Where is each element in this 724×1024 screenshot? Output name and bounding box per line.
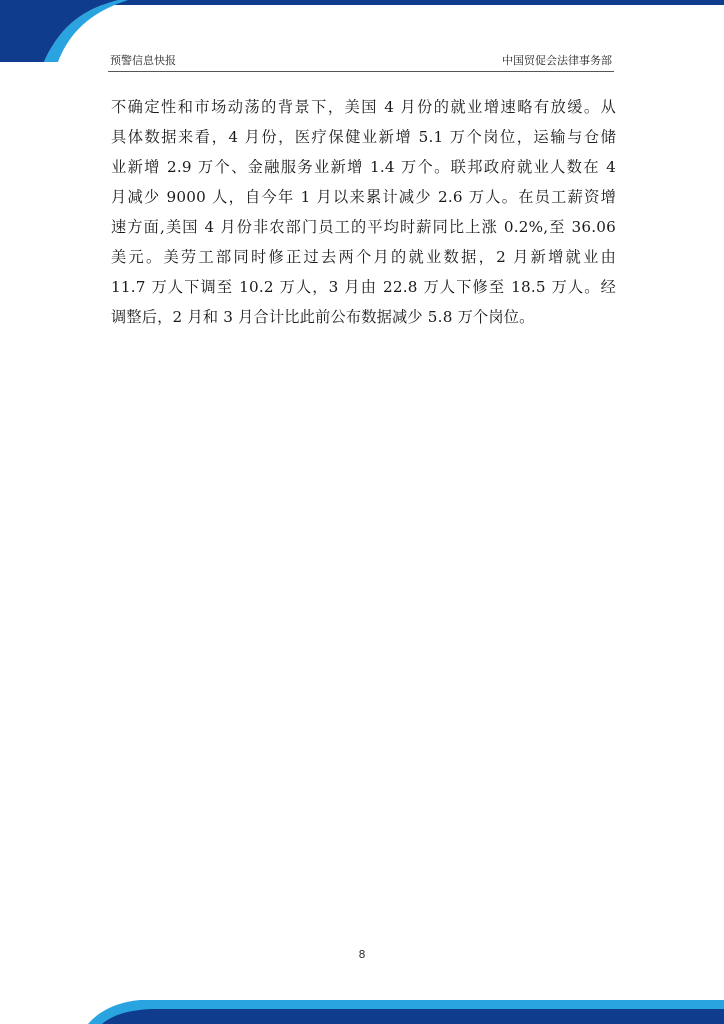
header-divider bbox=[108, 71, 614, 72]
body-line: 具体数据来看，4 月份，医疗保健业新增 5.1 万个岗位，运输与仓储 bbox=[111, 128, 616, 146]
body-line: 月减少 9000 人，自今年 1 月以来累计减少 2.6 万人。在员工薪资增 bbox=[111, 188, 616, 206]
page-number: 8 bbox=[358, 948, 366, 961]
body-line: 不确定性和市场动荡的背景下，美国 4 月份的就业增速略有放缓。从 bbox=[111, 98, 616, 116]
header-left-title: 预警信息快报 bbox=[110, 54, 176, 67]
body-line: 美元。美劳工部同时修正过去两个月的就业数据，2 月新增就业由 bbox=[111, 248, 616, 266]
bottom-wave-decoration bbox=[0, 984, 724, 1024]
body-line: 业新增 2.9 万个、金融服务业新增 1.4 万个。联邦政府就业人数在 4 bbox=[111, 158, 616, 176]
body-line: 速方面,美国 4 月份非农部门员工的平均时薪同比上涨 0.2%,至 36.06 bbox=[111, 218, 616, 236]
body-line: 11.7 万人下调至 10.2 万人，3 月由 22.8 万人下修至 18.5 万人。经 bbox=[111, 278, 616, 296]
body-paragraph bbox=[111, 92, 616, 332]
header-right-title: 中国贸促会法律事务部 bbox=[502, 54, 612, 67]
body-line: 调整后，2 月和 3 月合计比此前公布数据减少 5.8 万个岗位。 bbox=[111, 308, 535, 326]
page-header bbox=[110, 52, 612, 68]
